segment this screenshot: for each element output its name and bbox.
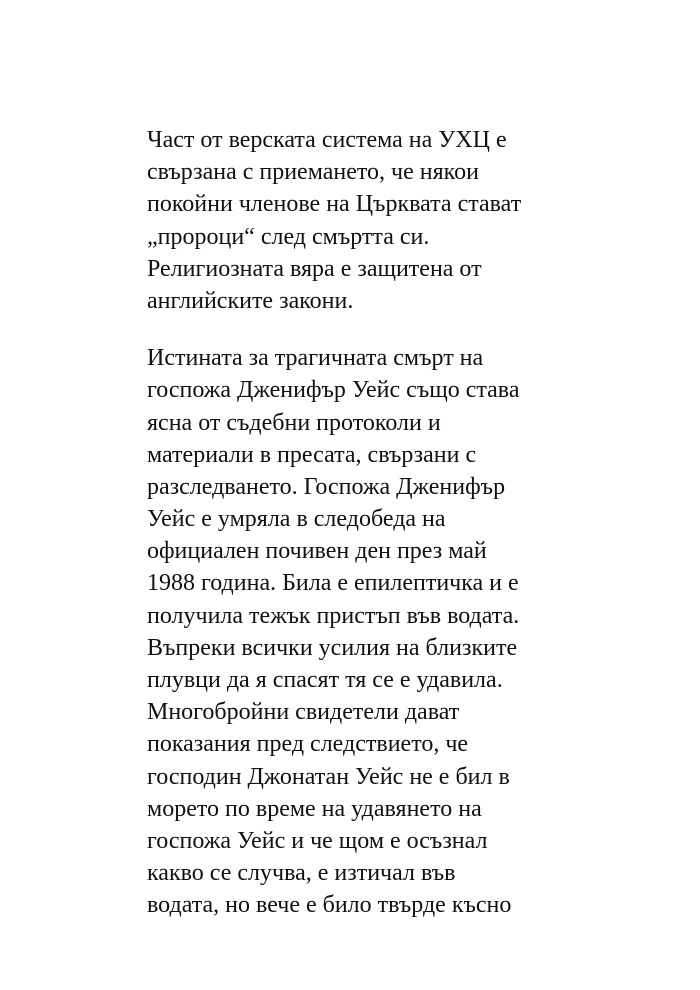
text-line: получила тежък пристъп във водата. <box>147 602 520 629</box>
text-line: Част от верската система на УХЦ е <box>147 127 507 153</box>
text-line: госпожа Уейс и че щом е осъзнал <box>147 827 488 854</box>
text-line: морето по време на удавянето на <box>147 795 482 822</box>
text-line: официален почивен ден през май <box>147 538 487 565</box>
text-line: „пророци“ след смъртта си. <box>147 223 430 250</box>
text-line: ясна от съдебни протоколи и <box>147 409 441 436</box>
paragraph-2 <box>147 342 587 921</box>
text-line: английските закони. <box>147 287 354 314</box>
text-line: господин Джонатан Уейс не е бил в <box>147 763 510 790</box>
text-line: Религиозната вяра е защитена от <box>147 255 482 282</box>
text-line: какво се случва, е изтичал във <box>147 860 456 887</box>
text-line: Многобройни свидетели дават <box>147 699 460 726</box>
paragraph-1 <box>147 124 587 317</box>
text-line: Въпреки всички усилия на близките <box>147 634 518 661</box>
text-line: показания пред следствието, че <box>147 731 469 758</box>
text-line: госпожа Дженифър Уейс също става <box>147 377 520 404</box>
text-line: плувци да я спасят тя се е удавила. <box>147 667 503 693</box>
body-text <box>147 124 587 922</box>
text-line: материали в пресата, свързани с <box>147 441 477 468</box>
text-line: свързана с приемането, че някои <box>147 159 479 186</box>
text-line: 1988 година. Била е епилептичка и е <box>147 570 519 597</box>
text-line: Уейс е умряла в следобеда на <box>147 506 446 533</box>
text-line: покойни членове на Църквата стават <box>147 191 522 218</box>
text-line: разследването. Госпожа Дженифър <box>147 473 506 500</box>
text-line: водата, но вече е било твърде късно <box>147 892 512 919</box>
text-line: Истината за трагичната смърт на <box>147 345 484 372</box>
